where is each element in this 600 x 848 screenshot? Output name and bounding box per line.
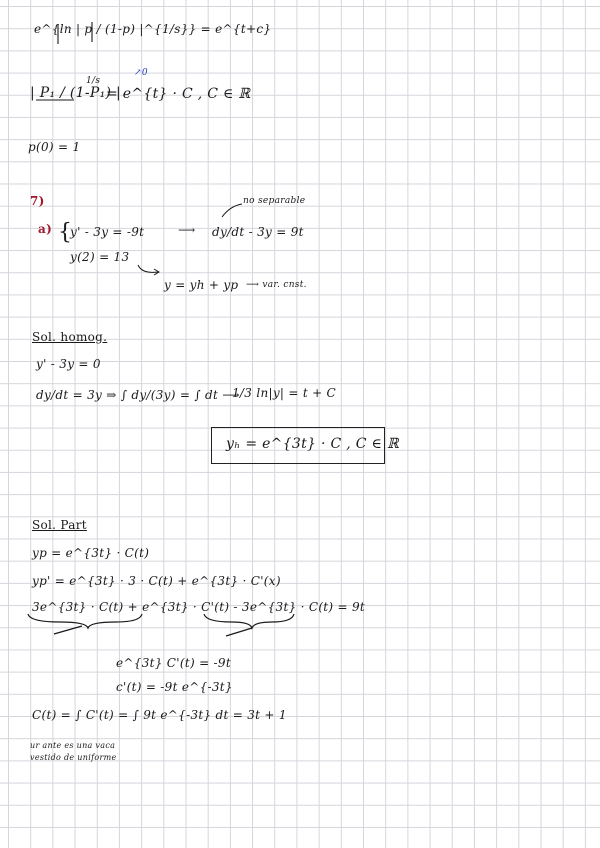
exercise-number: 7) [30, 194, 45, 208]
curved-arrow [138, 265, 158, 272]
underbrace-left [28, 614, 142, 628]
blue-annotation: ↗0 [134, 68, 148, 78]
cancel-mark-left [54, 626, 82, 634]
margin-note-1: ur ante es una vaca [30, 741, 116, 750]
homog-eq: y' - 3y = 0 [36, 357, 101, 371]
initial-condition: p(0) = 1 [28, 140, 81, 154]
particular-ansatz: yp = e^{3t} · C(t) [32, 546, 150, 560]
non-separable-note: no separable [243, 196, 306, 206]
equation-line-2-exponent: 1/s [86, 76, 101, 86]
particular-step-1: e^{3t} C'(t) = -9t [116, 656, 231, 670]
equation-line-1: e^{ln | p / (1-p) |^{1/s}} = e^{t+c} [34, 22, 272, 36]
arrow-1: ⟶ [178, 223, 196, 237]
particular-step-2: c'(t) = -9t e^{-3t} [116, 680, 233, 694]
homog-log-result: 1/3 ln|y| = t + C [232, 386, 337, 400]
cancel-mark-right [226, 628, 252, 636]
part-a-label: a) [38, 222, 53, 236]
boxed-solution-text: yₕ = e^{3t} · C , C ∈ ℝ [226, 436, 399, 452]
particular-derivative: yp' = e^{3t} · 3 · C(t) + e^{3t} · C'(x) [32, 574, 281, 588]
system-eq-1: y' - 3y = -9t [70, 225, 145, 239]
homog-integration: dy/dt = 3y ⇒ ∫ dy/(3y) = ∫ dt ⟶ [36, 388, 240, 402]
system-eq-2: y(2) = 13 [70, 250, 130, 264]
equation-line-2-right: = e^{t} · C , C ∈ ℝ [106, 86, 251, 102]
section-homogeneous: Sol. homog. [32, 330, 108, 344]
particular-substitution: 3e^{3t} · C(t) + e^{3t} · C'(t) - 3e^{3t} · C(t) = 9t [32, 600, 366, 614]
margin-note-2: vestido de uniforme [30, 753, 117, 762]
particular-integral: C(t) = ∫ C'(t) = ∫ 9t e^{-3t} dt = 3t + 1 [32, 708, 287, 722]
equation-line-2-left: | P₁ / (1-P₁) | [30, 85, 122, 101]
system-brace: { [58, 220, 73, 245]
system-eq-1-rhs: dy/dt - 3y = 9t [212, 225, 304, 239]
general-solution-sum: y = yh + yp [164, 278, 239, 292]
section-particular: Sol. Part [32, 518, 87, 532]
underbrace-right [204, 614, 294, 628]
arrow-to-note [222, 204, 242, 217]
variation-constants: ⟶ var. cnst. [246, 280, 307, 290]
